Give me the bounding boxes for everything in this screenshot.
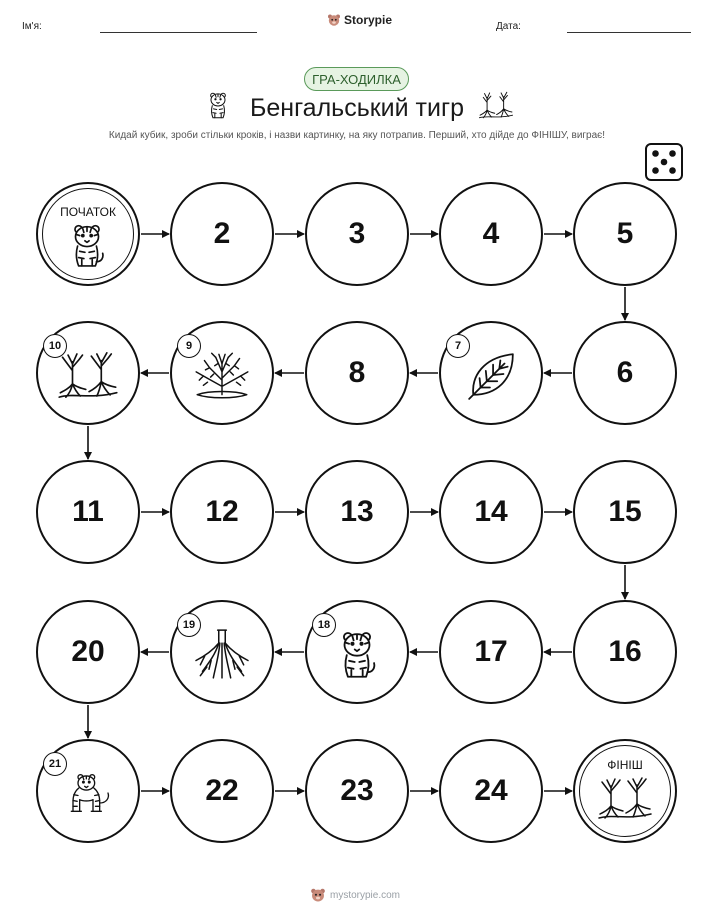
board-space-17 [439,600,543,704]
board-space-2 [170,182,274,286]
space-number-badge: 10 [43,334,67,358]
board-space-9 [170,321,274,425]
board-space-16 [573,600,677,704]
space-number-badge: 9 [177,334,201,358]
board-space-12 [170,460,274,564]
space-picture [63,768,113,823]
space-number: 23 [340,774,374,807]
space-number: 8 [348,356,366,389]
space-picture [597,775,653,826]
board-space-23 [305,739,409,843]
date-label: Дата: [496,21,521,32]
mangrove-icon [57,349,119,401]
space-number: 15 [608,495,642,528]
space-number: 24 [474,774,508,807]
space-number: 14 [474,495,508,528]
storypie-logo-icon [310,887,326,903]
tiger-cub-icon [332,629,382,679]
leaf-icon [465,349,517,401]
board-space-20 [36,600,140,704]
board-space-24 [439,739,543,843]
board-space-22 [170,739,274,843]
game-type-badge: ГРА-ХОДИЛКА [304,67,409,91]
finish-space [573,739,677,843]
board-space-10 [36,321,140,425]
instructions-text: Кидай кубик, зроби стільки кроків, і назви картинку, на яку потрапив. Перший, хто дійде до ФІНІШУ, виграє! [108,130,606,141]
tiger-standing-icon [63,768,113,818]
board-space-15 [573,460,677,564]
space-number: 22 [205,774,239,807]
tiger-cub-icon [66,222,108,268]
roots-icon [191,628,253,680]
board-space-21 [36,739,140,843]
space-number: 16 [608,635,642,668]
board-space-14 [439,460,543,564]
space-picture [332,629,382,684]
space-number: 5 [616,217,634,250]
space-number: 11 [72,495,104,528]
mangrove-icon [597,775,653,821]
space-picture [66,222,108,273]
footer [310,887,400,903]
space-number-badge: 19 [177,613,201,637]
board-space-8 [305,321,409,425]
board-space-4 [439,182,543,286]
bush-icon [191,349,253,401]
board-space-18 [305,600,409,704]
brand-name: Storypie [344,13,393,27]
space-number: 4 [482,217,500,250]
space-number: 13 [340,495,374,528]
space-picture [57,349,119,406]
space-number-badge: 18 [312,613,336,637]
start-label: ПОЧАТОК [60,205,116,219]
space-number-badge: 7 [446,334,470,358]
space-number: 17 [474,635,508,668]
name-label: Ім'я: [22,21,42,32]
board-space-3 [305,182,409,286]
board-space-6 [573,321,677,425]
board-space-13 [305,460,409,564]
space-picture [191,349,253,406]
space-picture [465,349,517,406]
space-number: 6 [616,356,634,389]
space-number: 2 [213,217,231,250]
board-space-11 [36,460,140,564]
finish-label: ФІНІШ [607,758,643,772]
space-picture [191,628,253,685]
start-space [36,182,140,286]
space-number-badge: 21 [43,752,67,776]
board-space-19 [170,600,274,704]
board-space-5 [573,182,677,286]
space-number: 12 [205,495,239,528]
footer-url: mystorypie.com [330,889,401,901]
page-title: Бенгальський тигр [250,94,464,122]
space-number: 3 [348,217,366,250]
space-number: 20 [71,635,105,668]
board-space-7 [439,321,543,425]
